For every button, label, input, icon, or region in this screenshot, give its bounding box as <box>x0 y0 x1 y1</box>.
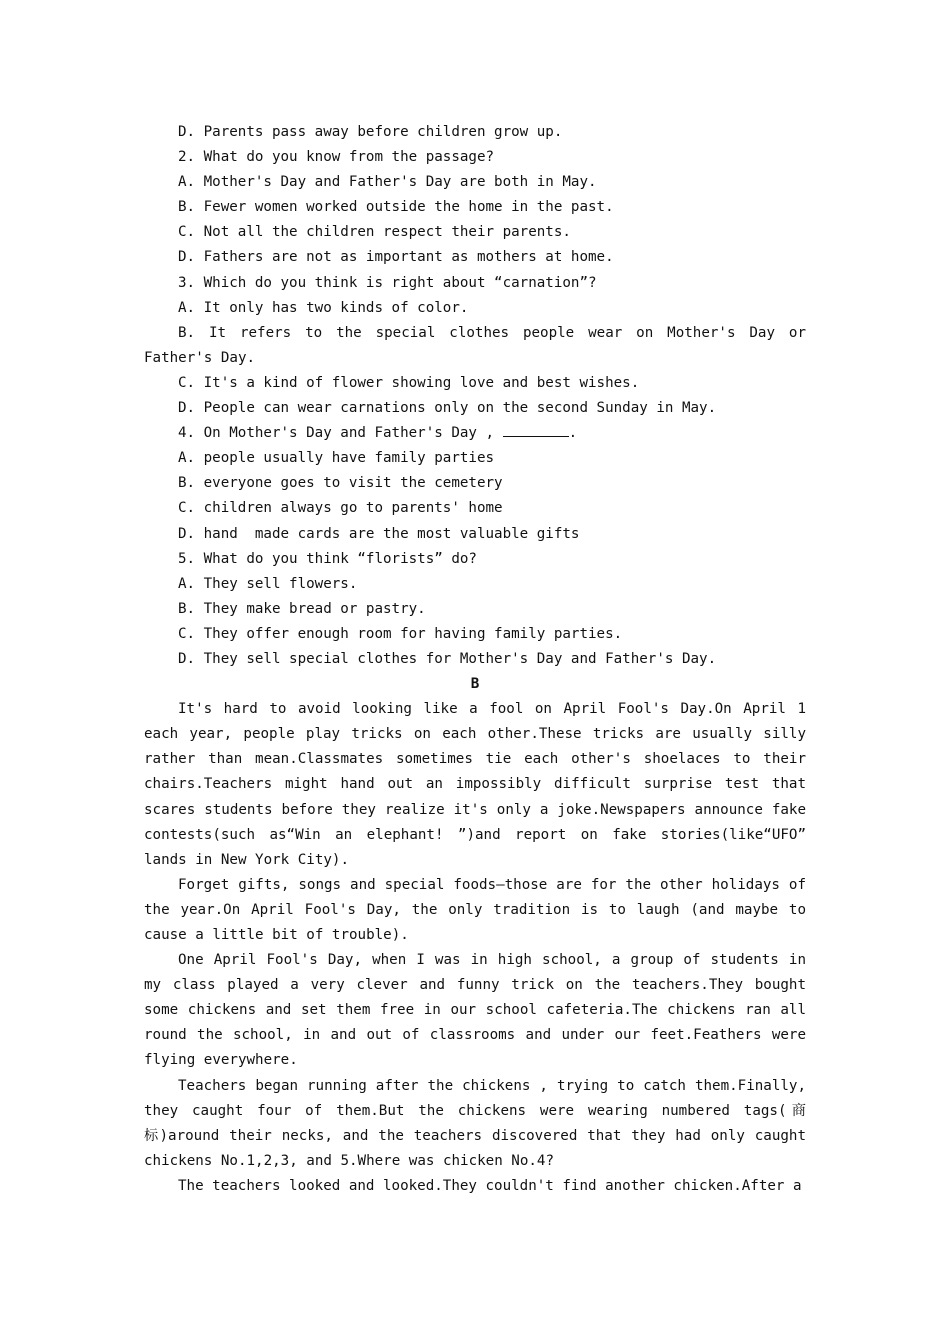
passage-paragraph-2: Forget gifts, songs and special foods—those are for the other holidays of the year.On April Fool's Day, the only tradition is to laugh (and maybe to cause a little bit of trouble). <box>144 876 806 943</box>
q4-option-c: C. children always go to parents' home <box>178 500 503 517</box>
q2-option-c: C. Not all the children respect their parents. <box>178 224 571 241</box>
q5-option-b: B. They make bread or pastry. <box>178 600 426 617</box>
passage-paragraph-1: It's hard to avoid looking like a fool on April Fool's Day.On April 1 each year, people play tricks on each other.These tricks are usually silly rather than mean.Classmates sometimes tie each other's shoelaces to their chairs.Teachers might hand out an impossibly difficult surprise test that scares students before they realize it's only a joke.Newspapers announce fake contests(such as“Win an elephant! ”)and report on fake stories(like“UFO” lands in New York City). <box>144 701 806 868</box>
q2-option-d: D. Fathers are not as important as mothers at home. <box>178 249 614 266</box>
q3-option-c: C. It's a kind of flower showing love and best wishes. <box>178 374 640 391</box>
passage-paragraph-5: The teachers looked and looked.They couldn't find another chicken.After a <box>178 1177 802 1194</box>
q3-stem: 3. Which do you think is right about “carnation”? <box>178 274 597 291</box>
q2-option-b: B. Fewer women worked outside the home in the past. <box>178 199 614 216</box>
q4-stem <box>144 421 806 446</box>
q4-option-b: B. everyone goes to visit the cemetery <box>178 475 503 492</box>
passage-paragraph-3: One April Fool's Day, when I was in high school, a group of students in my class played a very clever and funny trick on the teachers.They bought some chickens and set them free in our school cafeteria.The chickens ran all round the school, in and out of classrooms and under our feet.Feathers were flying everywhere. <box>144 952 806 1069</box>
passage-paragraph-4: Teachers began running after the chickens , trying to catch them.Finally, they caught four of them.But the chickens were wearing numbered tags(商标)around their necks, and the teachers discovered that they had only caught chickens No.1,2,3, and 5.Where was chicken No.4? <box>144 1077 806 1169</box>
q3-option-b: B. It refers to the special clothes people wear on Mother's Day or Father's Day. <box>144 324 806 366</box>
q5-stem: 5. What do you think “florists” do? <box>178 550 477 567</box>
q3-option-d: D. People can wear carnations only on the second Sunday in May. <box>178 400 717 417</box>
q4-stem-end: . <box>568 425 578 442</box>
q2-stem: 2. What do you know from the passage? <box>178 149 495 166</box>
q5-option-d: D. They sell special clothes for Mother's Day and Father's Day. <box>178 650 717 667</box>
q5-option-a: A. They sell flowers. <box>178 575 358 592</box>
q2-option-a: A. Mother's Day and Father's Day are both in May. <box>178 174 597 191</box>
q4-option-d: D. hand made cards are the most valuable gifts <box>178 525 580 542</box>
section-heading: B <box>470 676 480 693</box>
q4-stem-start: 4. On Mother's Day and Father's Day , <box>178 425 495 442</box>
q3-option-a: A. It only has two kinds of color. <box>178 299 469 316</box>
q4-option-a: A. people usually have family parties <box>178 450 495 467</box>
document-page <box>144 120 806 1199</box>
q1-option-d: D. Parents pass away before children grow up. <box>178 124 563 140</box>
q5-option-c: C. They offer enough room for having family parties. <box>178 625 623 642</box>
answer-blank <box>503 422 569 437</box>
